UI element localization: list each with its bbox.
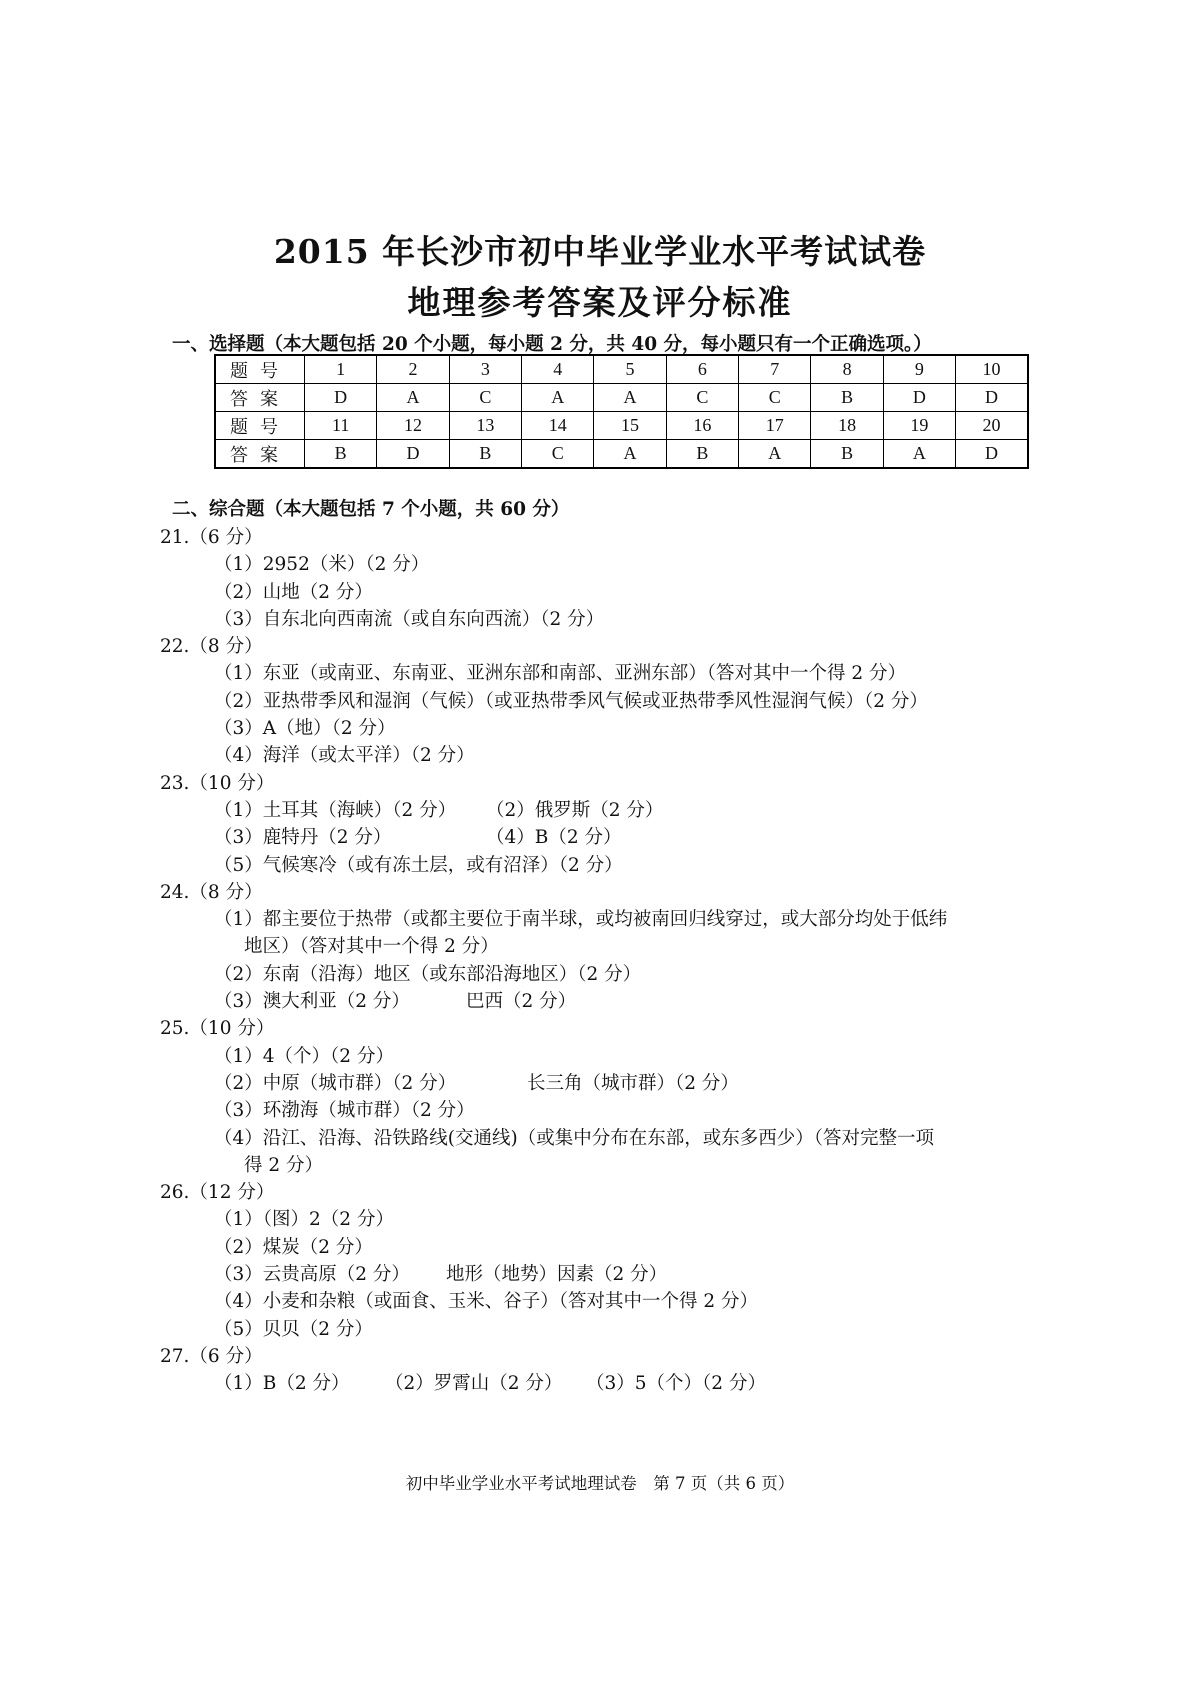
question-number-cell: 16 bbox=[666, 412, 738, 440]
question-number-cell: 2 bbox=[377, 355, 449, 384]
page-footer: 初中毕业学业水平考试地理试卷 第 7 页（共 6 页） bbox=[405, 1474, 795, 1493]
question-23: 23.（10 分） bbox=[160, 772, 275, 794]
answer-cell: C bbox=[522, 440, 594, 469]
section1-heading: 一、选择题（本大题包括 20 个小题，每小题 2 分，共 40 分，每小题只有一个正确选项。） bbox=[172, 334, 932, 355]
answer-23-row1 bbox=[160, 797, 1060, 824]
answer-cell: A bbox=[522, 384, 594, 412]
answer-cell: B bbox=[666, 440, 738, 469]
answer-cell: C bbox=[666, 384, 738, 412]
answer-21-2: （2）山地（2 分） bbox=[214, 581, 373, 603]
answer-26-2: （2）煤炭（2 分） bbox=[214, 1236, 373, 1258]
table-row bbox=[215, 384, 1028, 412]
answer-cell: A bbox=[739, 440, 811, 469]
answer-23-1: （1）土耳其（海峡）（2 分） bbox=[214, 799, 457, 821]
answer-25-4: （4）沿江、沿海、沿铁路线(交通线)（或集中分布在东部，或东多西少）（答对完整一项 bbox=[214, 1127, 934, 1149]
exam-title: 2015 年长沙市初中毕业学业水平考试试卷 bbox=[273, 232, 927, 271]
answer-24-3b: 巴西（2 分） bbox=[466, 991, 577, 1013]
answer-cell: D bbox=[883, 384, 955, 412]
answer-22-3: （3）A（地）（2 分） bbox=[214, 718, 396, 740]
answer-cell: A bbox=[594, 384, 666, 412]
answer-24-3: （3）澳大利亚（2 分） bbox=[214, 991, 410, 1013]
question-26: 26.（12 分） bbox=[160, 1182, 275, 1204]
answer-22-2: （2）亚热带季风和湿润（气候）（或亚热带季风气候或亚热带季风性湿润气候）（2 分） bbox=[214, 690, 928, 712]
table-row bbox=[215, 412, 1028, 440]
answer-26-3b: 地形（地势）因素（2 分） bbox=[446, 1264, 668, 1286]
question-21: 21.（6 分） bbox=[160, 527, 263, 548]
answer-25-row2 bbox=[160, 1070, 1060, 1097]
question-number-cell: 19 bbox=[883, 412, 955, 440]
answer-23-4: （4）B（2 分） bbox=[486, 827, 622, 849]
question-number-cell: 3 bbox=[449, 355, 521, 384]
answer-24-2: （2）东南（沿海）地区（或东部沿海地区）（2 分） bbox=[214, 963, 642, 985]
answer-cell: B bbox=[811, 440, 883, 469]
answer-key-title: 地理参考答案及评分标准 bbox=[407, 283, 793, 322]
table-row bbox=[215, 440, 1028, 469]
question-22: 22.（8 分） bbox=[160, 636, 263, 658]
answer-24-row3 bbox=[160, 988, 1060, 1015]
answer-22-1: （1）东亚（或南亚、东南亚、亚洲东部和南部、亚洲东部）（答对其中一个得 2 分） bbox=[214, 663, 907, 685]
answer-25-2b: 长三角（城市群）（2 分） bbox=[527, 1072, 739, 1094]
answer-23-row2 bbox=[160, 824, 1060, 851]
answer-27-2: （2）罗霄山（2 分） bbox=[385, 1373, 563, 1395]
answer-23-3: （3）鹿特丹（2 分） bbox=[214, 827, 392, 849]
answer-24-1-continued: 地区）（答对其中一个得 2 分） bbox=[244, 936, 499, 958]
answers-body bbox=[160, 524, 1060, 1398]
question-number-cell: 14 bbox=[522, 412, 594, 440]
question-number-cell: 11 bbox=[305, 412, 377, 440]
answer-cell: A bbox=[883, 440, 955, 469]
answer-cell: A bbox=[594, 440, 666, 469]
question-number-cell: 20 bbox=[956, 412, 1028, 440]
answer-cell: D bbox=[305, 384, 377, 412]
answer-21-1: （1）2952（米）（2 分） bbox=[214, 554, 430, 576]
question-number-cell: 7 bbox=[739, 355, 811, 384]
question-number-cell: 12 bbox=[377, 412, 449, 440]
answer-cell: B bbox=[811, 384, 883, 412]
answer-22-4: （4）海洋（或太平洋）（2 分） bbox=[214, 745, 475, 767]
question-number-cell: 15 bbox=[594, 412, 666, 440]
question-25: 25.（10 分） bbox=[160, 1018, 275, 1040]
answer-cell: D bbox=[377, 440, 449, 469]
answer-21-3: （3）自东北向西南流（或自东向西流）（2 分） bbox=[214, 608, 605, 630]
question-27: 27.（6 分） bbox=[160, 1345, 263, 1367]
question-number-cell: 18 bbox=[811, 412, 883, 440]
question-number-cell: 5 bbox=[594, 355, 666, 384]
answer-25-2: （2）中原（城市群）（2 分） bbox=[214, 1072, 457, 1094]
table-row bbox=[215, 355, 1028, 384]
answer-cell: A bbox=[377, 384, 449, 412]
answer-26-5: （5）贝贝（2 分） bbox=[214, 1318, 373, 1340]
answer-cell: B bbox=[449, 440, 521, 469]
answer-25-3: （3）环渤海（城市群）（2 分） bbox=[214, 1100, 475, 1122]
row-label-answer: 答案 bbox=[215, 384, 305, 412]
answer-cell: B bbox=[305, 440, 377, 469]
question-number-cell: 4 bbox=[522, 355, 594, 384]
answer-25-4-continued: 得 2 分） bbox=[244, 1154, 324, 1176]
answer-23-5: （5）气候寒冷（或有冻土层，或有沼泽）（2 分） bbox=[214, 854, 623, 876]
answer-26-row3 bbox=[160, 1261, 1060, 1288]
answer-cell: C bbox=[449, 384, 521, 412]
question-number-cell: 17 bbox=[739, 412, 811, 440]
answer-25-1: （1）4（个）（2 分） bbox=[214, 1045, 394, 1067]
answer-26-4: （4）小麦和杂粮（或面食、玉米、谷子）（答对其中一个得 2 分） bbox=[214, 1291, 759, 1313]
question-24: 24.（8 分） bbox=[160, 881, 263, 903]
question-number-cell: 1 bbox=[305, 355, 377, 384]
question-number-cell: 6 bbox=[666, 355, 738, 384]
question-number-cell: 9 bbox=[883, 355, 955, 384]
answer-27-3: （3）5（个）（2 分） bbox=[586, 1373, 766, 1395]
answer-26-1: （1）（图）2（2 分） bbox=[214, 1209, 394, 1231]
answer-27-row1 bbox=[160, 1370, 1060, 1397]
section2-heading: 二、综合题（本大题包括 7 个小题，共 60 分） bbox=[172, 499, 570, 520]
answer-cell: D bbox=[956, 440, 1028, 469]
row-label-question-number: 题号 bbox=[215, 412, 305, 440]
question-number-cell: 8 bbox=[811, 355, 883, 384]
question-number-cell: 13 bbox=[449, 412, 521, 440]
answer-cell: C bbox=[739, 384, 811, 412]
answer-23-2: （2）俄罗斯（2 分） bbox=[486, 799, 664, 821]
answer-cell: D bbox=[956, 384, 1028, 412]
answer-24-1: （1）都主要位于热带（或都主要位于南半球，或均被南回归线穿过，或大部分均处于低纬 bbox=[214, 909, 948, 931]
row-label-answer: 答案 bbox=[215, 440, 305, 469]
row-label-question-number: 题号 bbox=[215, 355, 305, 384]
multiple-choice-answer-table bbox=[214, 354, 1029, 469]
answer-26-3: （3）云贵高原（2 分） bbox=[214, 1264, 410, 1286]
question-number-cell: 10 bbox=[956, 355, 1028, 384]
answer-27-1: （1）B（2 分） bbox=[214, 1373, 350, 1395]
